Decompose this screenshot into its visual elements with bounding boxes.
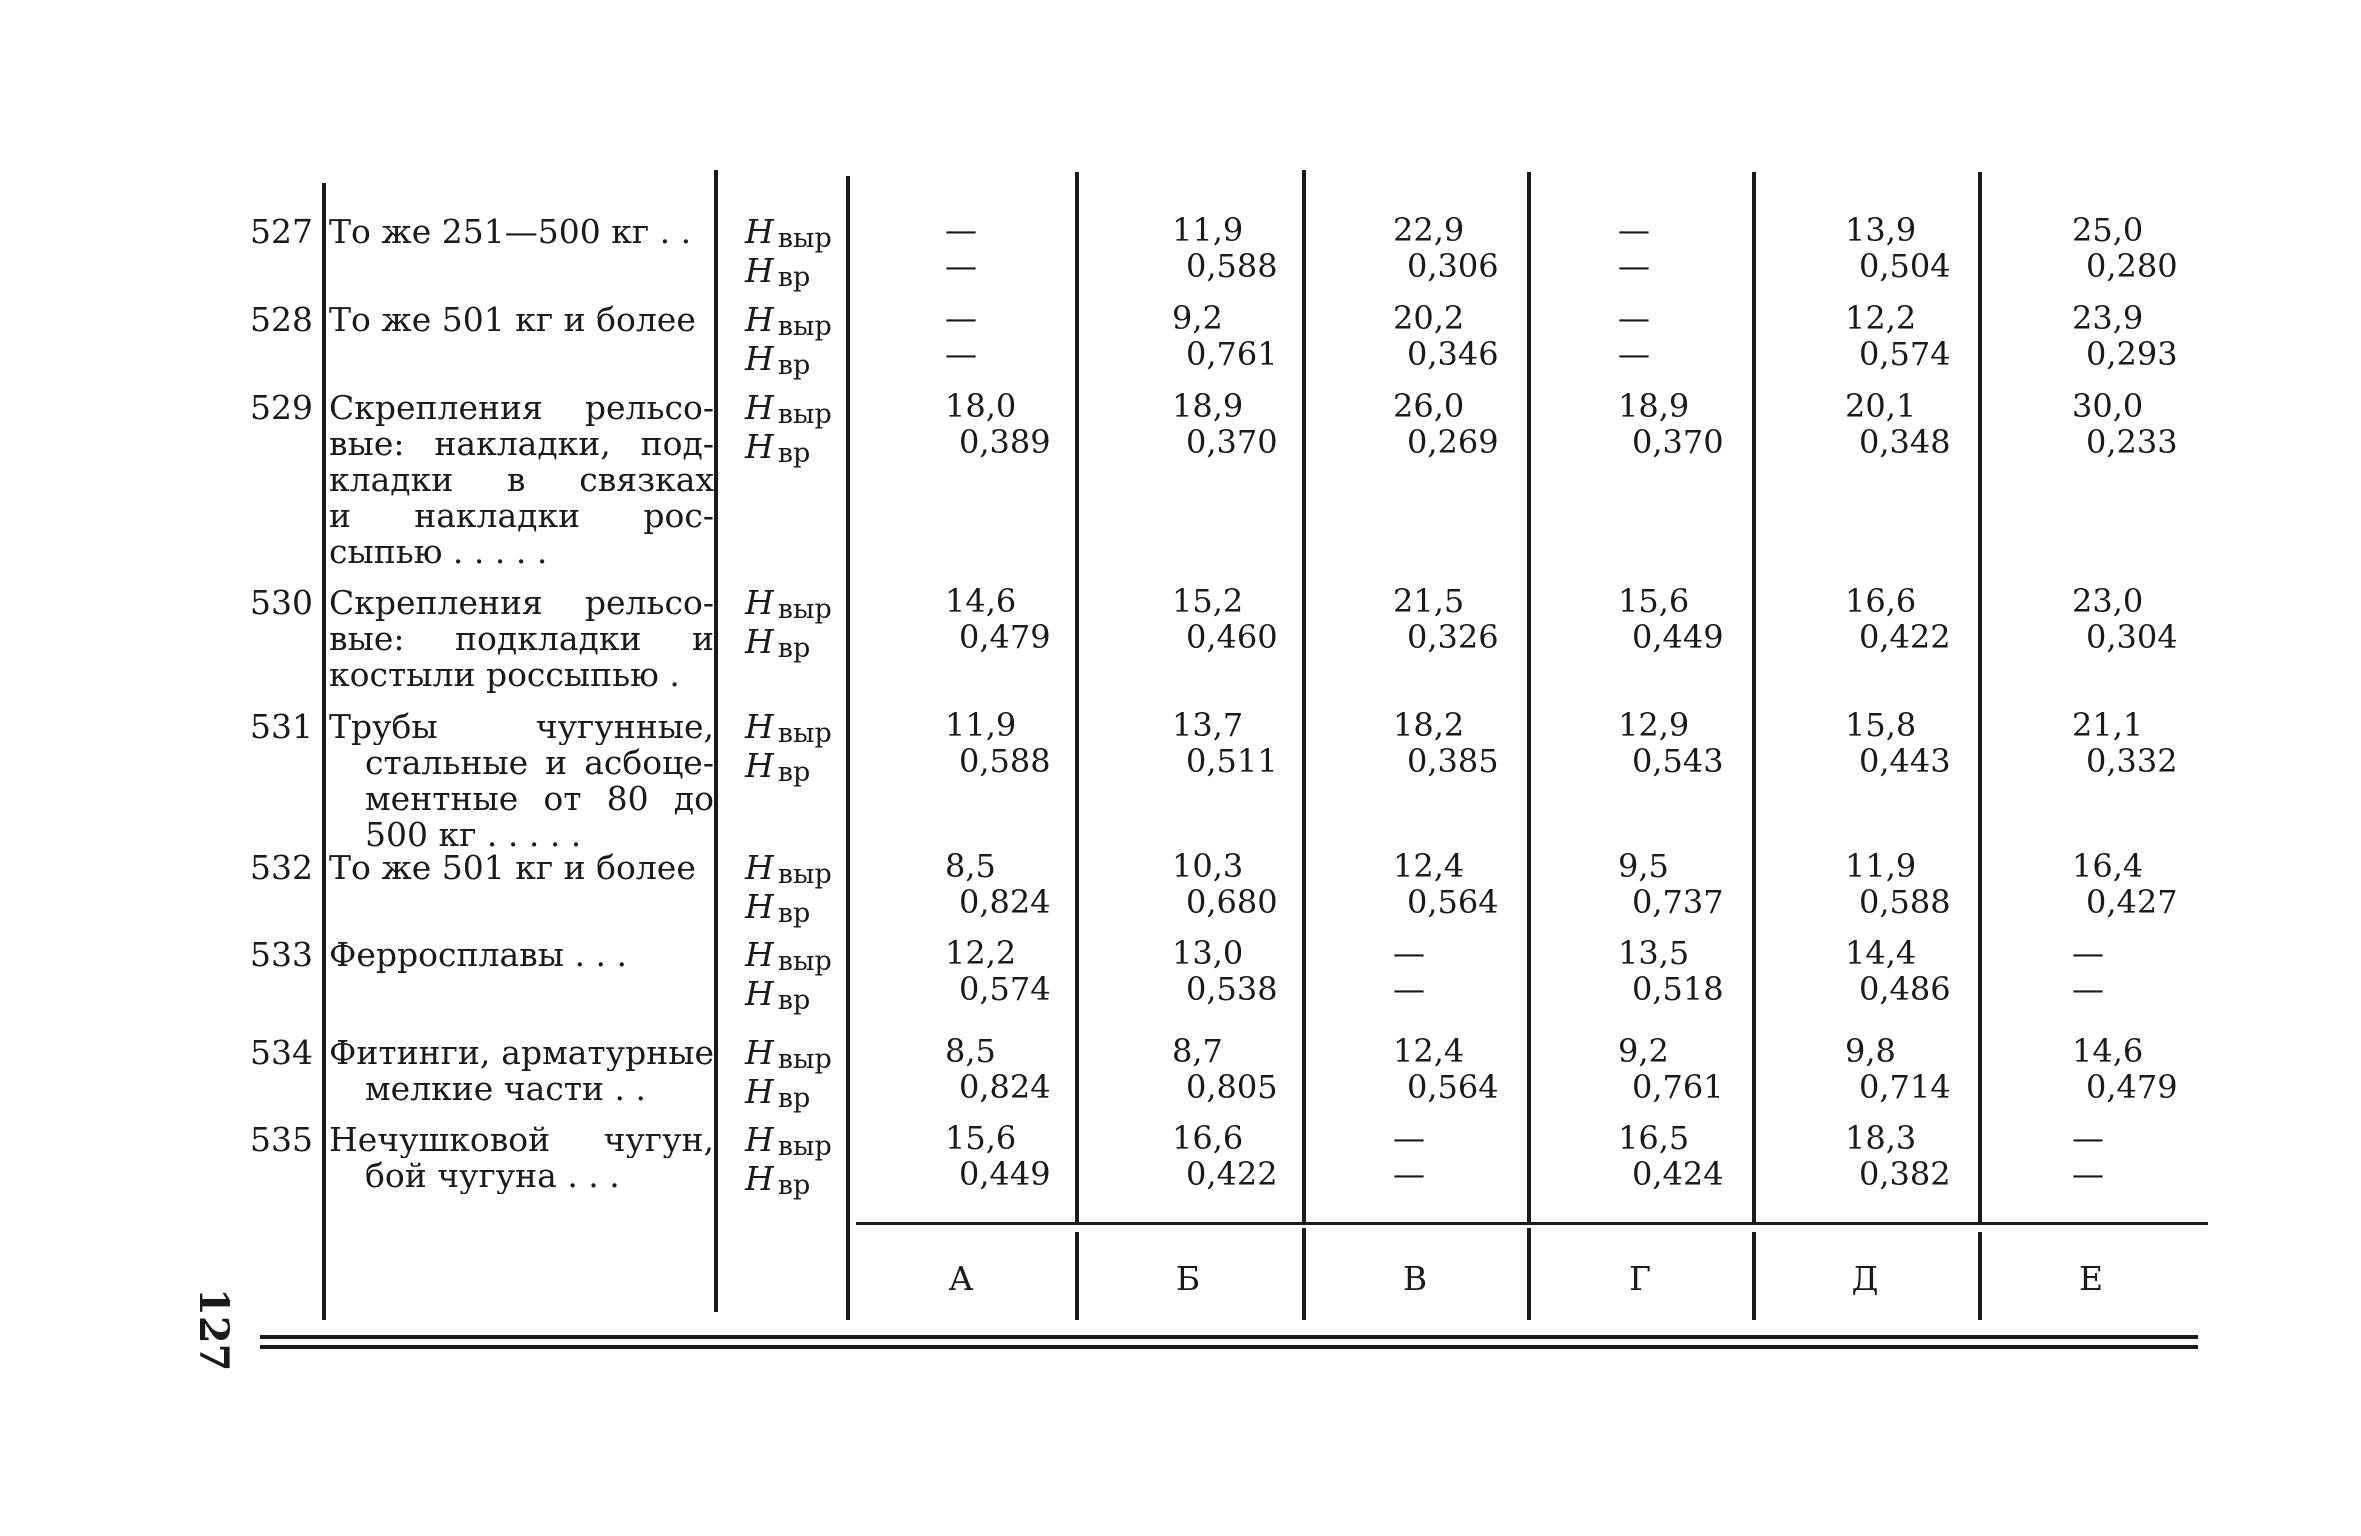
column-header-e: Е: [2078, 1259, 2104, 1298]
value-cell: [1845, 1120, 1951, 1192]
description-line: То же 251—500 кг . .: [329, 214, 692, 250]
label-time-subscript: вр: [777, 898, 811, 929]
label-output-subscript: выр: [777, 718, 832, 749]
value-time: 0,543: [1632, 742, 1724, 780]
value-time: 0,737: [1632, 883, 1724, 921]
value-cell: [2072, 583, 2178, 655]
value-output: 12,2: [1845, 299, 1917, 337]
label-output-subscript: выр: [777, 1044, 832, 1075]
value-cell: [2072, 935, 2104, 1007]
value-time: 0,511: [1186, 742, 1278, 780]
label-time-subscript: вр: [777, 438, 811, 469]
value-cell: [945, 848, 1051, 920]
value-cell: [1618, 388, 1724, 460]
value-time: 0,332: [2086, 742, 2178, 780]
value-cell: [1393, 1033, 1499, 1105]
value-cell: [1845, 388, 1951, 460]
value-time: 0,564: [1407, 1068, 1499, 1106]
value-time: 0,538: [1186, 970, 1278, 1008]
rule-left: [322, 183, 326, 1320]
value-output: 9,5: [1618, 847, 1669, 885]
value-time: —: [1393, 1155, 1425, 1193]
row-norm-labels: [745, 390, 832, 468]
label-time: [745, 1074, 832, 1113]
value-cell: [945, 300, 977, 372]
value-time: —: [2072, 970, 2104, 1008]
value-cell: [945, 707, 1051, 779]
value-cell: [1618, 212, 1650, 284]
rule-label-right: [846, 176, 850, 1320]
label-time: [745, 1161, 832, 1200]
description-line: вые: подкладки и: [329, 621, 714, 657]
label-time: [745, 341, 832, 380]
value-cell: [1618, 935, 1724, 1007]
row-norm-labels: [745, 937, 832, 1015]
value-time: 0,370: [1186, 423, 1278, 461]
label-output: [745, 850, 832, 889]
column-header-a: А: [948, 1259, 974, 1298]
label-output: [745, 390, 832, 429]
row-description: [329, 1122, 714, 1194]
value-cell: [1845, 1033, 1951, 1105]
value-cell: [945, 583, 1051, 655]
label-time: [745, 624, 832, 663]
label-output-subscript: выр: [777, 594, 832, 625]
value-time: 0,306: [1407, 247, 1499, 285]
label-output-symbol: Н: [745, 707, 774, 746]
value-cell: [1845, 707, 1951, 779]
value-time: 0,389: [959, 423, 1051, 461]
description-line: То же 501 кг и более: [329, 302, 696, 338]
description-line: ментные от 80 до: [365, 781, 714, 817]
value-time: 0,233: [2086, 423, 2178, 461]
value-output: 25,0: [2072, 211, 2144, 249]
value-cell: [2072, 388, 2178, 460]
value-time: 0,382: [1859, 1155, 1951, 1193]
value-output: 13,5: [1618, 934, 1690, 972]
description-line: стальные и асбоце-: [365, 745, 714, 781]
value-time: 0,504: [1859, 247, 1951, 285]
row-number: 533: [250, 935, 313, 974]
row-norm-labels: [745, 214, 832, 292]
value-time: 0,761: [1632, 1068, 1724, 1106]
row-description: [329, 585, 714, 693]
value-cell: [1393, 1120, 1425, 1192]
value-output: 18,2: [1393, 706, 1465, 744]
label-time: [745, 976, 832, 1015]
value-cell: [1172, 212, 1278, 284]
value-cell: [1618, 583, 1724, 655]
value-time: 0,680: [1186, 883, 1278, 921]
value-output: 30,0: [2072, 387, 2144, 425]
value-output: 12,9: [1618, 706, 1690, 744]
label-output: [745, 214, 832, 253]
value-output: 8,5: [945, 847, 996, 885]
label-time-subscript: вр: [777, 1170, 811, 1201]
value-cell: [2072, 212, 2178, 284]
label-time: [745, 748, 832, 787]
value-time: 0,304: [2086, 618, 2178, 656]
value-time: —: [945, 247, 977, 285]
label-output-symbol: Н: [745, 1033, 774, 1072]
label-time-symbol: Н: [745, 1159, 774, 1198]
row-number: 529: [250, 388, 313, 427]
row-norm-labels: [745, 1035, 832, 1113]
value-time: —: [1393, 970, 1425, 1008]
value-time: 0,422: [1859, 618, 1951, 656]
value-cell: [1618, 707, 1724, 779]
row-number: 532: [250, 848, 313, 887]
label-output-subscript: выр: [777, 399, 832, 430]
value-output: —: [945, 211, 977, 249]
row-description: [329, 709, 714, 853]
value-output: 15,2: [1172, 582, 1244, 620]
value-cell: [2072, 300, 2178, 372]
value-cell: [1618, 1120, 1724, 1192]
value-cell: [1393, 935, 1425, 1007]
row-description: [329, 1035, 714, 1107]
value-time: 0,588: [959, 742, 1051, 780]
value-cell: [945, 935, 1051, 1007]
value-time: —: [945, 335, 977, 373]
value-cell: [1618, 848, 1724, 920]
description-line: Ферросплавы . . .: [329, 937, 627, 973]
page-number: 127: [190, 1288, 237, 1372]
value-output: 16,6: [1845, 582, 1917, 620]
column-header-d: Д: [1851, 1259, 1879, 1298]
value-output: 23,0: [2072, 582, 2144, 620]
rule-col-g-d: [1752, 172, 1756, 1224]
label-time-subscript: вр: [777, 262, 811, 293]
value-output: —: [2072, 934, 2104, 972]
row-description: [329, 390, 714, 570]
value-output: 9,8: [1845, 1032, 1896, 1070]
value-cell: [1172, 583, 1278, 655]
value-output: 8,7: [1172, 1032, 1223, 1070]
value-output: 16,4: [2072, 847, 2144, 885]
value-cell: [1172, 1033, 1278, 1105]
rule-col-a-b: [1075, 172, 1079, 1224]
value-output: 15,6: [1618, 582, 1690, 620]
value-time: 0,449: [959, 1155, 1051, 1193]
label-output-subscript: выр: [777, 859, 832, 890]
value-time: 0,574: [1859, 335, 1951, 373]
label-time-symbol: Н: [745, 974, 774, 1013]
value-time: —: [2072, 1155, 2104, 1193]
row-norm-labels: [745, 302, 832, 380]
value-output: 22,9: [1393, 211, 1465, 249]
value-output: 14,6: [2072, 1032, 2144, 1070]
rule-desc-right: [714, 170, 718, 1312]
value-cell: [1845, 848, 1951, 920]
rule-bottom-2: [260, 1345, 2198, 1349]
label-time-symbol: Н: [745, 339, 774, 378]
label-time-subscript: вр: [777, 757, 811, 788]
value-output: —: [1618, 299, 1650, 337]
row-number: 531: [250, 707, 313, 746]
value-output: 16,6: [1172, 1119, 1244, 1157]
value-time: 0,293: [2086, 335, 2178, 373]
label-time-symbol: Н: [745, 887, 774, 926]
label-output: [745, 585, 832, 624]
description-line: костыли россыпью .: [329, 657, 680, 693]
value-cell: [1393, 707, 1499, 779]
description-line: Фитинги, арматурные: [329, 1035, 714, 1071]
label-time-symbol: Н: [745, 622, 774, 661]
value-cell: [945, 1033, 1051, 1105]
rule-header-top: [856, 1222, 2208, 1225]
row-norm-labels: [745, 1122, 832, 1200]
row-description: [329, 850, 714, 886]
value-output: 16,5: [1618, 1119, 1690, 1157]
label-output: [745, 709, 832, 748]
value-output: 23,9: [2072, 299, 2144, 337]
description-line: Трубы чугунные,: [329, 709, 714, 745]
label-output-symbol: Н: [745, 300, 774, 339]
value-output: 13,9: [1845, 211, 1917, 249]
label-time-subscript: вр: [777, 985, 811, 1016]
value-time: 0,518: [1632, 970, 1724, 1008]
value-cell: [1393, 848, 1499, 920]
value-output: 12,4: [1393, 847, 1465, 885]
label-output-symbol: Н: [745, 212, 774, 251]
description-line: То же 501 кг и более: [329, 850, 696, 886]
value-time: 0,370: [1632, 423, 1724, 461]
description-line: и накладки рос-: [329, 498, 714, 534]
value-cell: [1393, 583, 1499, 655]
value-time: 0,824: [959, 1068, 1051, 1106]
description-line: Скрепления рельсо-: [329, 585, 714, 621]
label-time-symbol: Н: [745, 427, 774, 466]
value-cell: [2072, 1033, 2178, 1105]
description-line: 500 кг . . . . .: [365, 817, 582, 853]
label-time: [745, 889, 832, 928]
row-number: 530: [250, 583, 313, 622]
value-time: 0,385: [1407, 742, 1499, 780]
row-description: [329, 214, 714, 250]
value-time: 0,326: [1407, 618, 1499, 656]
label-time-symbol: Н: [745, 1072, 774, 1111]
label-output-symbol: Н: [745, 1120, 774, 1159]
value-time: 0,443: [1859, 742, 1951, 780]
value-output: 21,5: [1393, 582, 1465, 620]
value-time: 0,424: [1632, 1155, 1724, 1193]
value-output: 15,8: [1845, 706, 1917, 744]
value-time: —: [1618, 247, 1650, 285]
value-cell: [945, 388, 1051, 460]
value-time: 0,479: [959, 618, 1051, 656]
rule-bottom-1: [260, 1335, 2198, 1339]
value-cell: [945, 212, 977, 284]
value-cell: [1618, 1033, 1724, 1105]
label-output: [745, 937, 832, 976]
value-output: —: [1618, 211, 1650, 249]
value-time: 0,460: [1186, 618, 1278, 656]
value-time: 0,486: [1859, 970, 1951, 1008]
label-output-subscript: выр: [777, 223, 832, 254]
label-output-subscript: выр: [777, 946, 832, 977]
value-output: —: [1393, 934, 1425, 972]
label-output: [745, 1035, 832, 1074]
value-output: 18,0: [945, 387, 1017, 425]
label-output-subscript: выр: [777, 311, 832, 342]
value-cell: [2072, 1120, 2104, 1192]
value-output: —: [1393, 1119, 1425, 1157]
value-output: 10,3: [1172, 847, 1244, 885]
value-output: 9,2: [1172, 299, 1223, 337]
value-time: 0,427: [2086, 883, 2178, 921]
label-time-subscript: вр: [777, 633, 811, 664]
description-line: сыпью . . . . .: [329, 534, 548, 570]
row-description: [329, 302, 714, 338]
value-output: 11,9: [1845, 847, 1917, 885]
value-cell: [1393, 212, 1499, 284]
label-time: [745, 429, 832, 468]
value-time: 0,588: [1859, 883, 1951, 921]
value-time: 0,269: [1407, 423, 1499, 461]
value-cell: [1172, 848, 1278, 920]
value-time: 0,280: [2086, 247, 2178, 285]
description-line: вые: накладки, под-: [329, 426, 714, 462]
value-time: —: [1618, 335, 1650, 373]
value-cell: [1845, 300, 1951, 372]
value-time: 0,422: [1186, 1155, 1278, 1193]
value-time: 0,449: [1632, 618, 1724, 656]
column-header-b: Б: [1175, 1259, 1201, 1298]
value-output: 20,1: [1845, 387, 1917, 425]
label-time-subscript: вр: [777, 1083, 811, 1114]
value-output: 9,2: [1618, 1032, 1669, 1070]
value-output: 18,9: [1618, 387, 1690, 425]
value-output: 21,1: [2072, 706, 2144, 744]
value-time: 0,714: [1859, 1068, 1951, 1106]
value-cell: [1845, 583, 1951, 655]
value-output: 18,3: [1845, 1119, 1917, 1157]
value-cell: [1172, 1120, 1278, 1192]
value-cell: [1845, 212, 1951, 284]
value-time: 0,761: [1186, 335, 1278, 373]
value-output: —: [945, 299, 977, 337]
value-output: 20,2: [1393, 299, 1465, 337]
row-norm-labels: [745, 585, 832, 663]
description-line: Нечушковой чугун,: [329, 1122, 714, 1158]
value-output: 14,4: [1845, 934, 1917, 972]
value-cell: [1393, 388, 1499, 460]
row-number: 527: [250, 212, 313, 251]
label-output-symbol: Н: [745, 583, 774, 622]
value-time: 0,588: [1186, 247, 1278, 285]
value-cell: [2072, 848, 2178, 920]
row-number: 528: [250, 300, 313, 339]
label-output-symbol: Н: [745, 388, 774, 427]
label-output-symbol: Н: [745, 935, 774, 974]
description-line: мелкие части . .: [365, 1071, 646, 1107]
row-norm-labels: [745, 709, 832, 787]
row-norm-labels: [745, 850, 832, 928]
value-cell: [1172, 935, 1278, 1007]
value-cell: [945, 1120, 1051, 1192]
label-time-subscript: вр: [777, 350, 811, 381]
rule-col-v-g: [1527, 172, 1531, 1224]
value-time: 0,574: [959, 970, 1051, 1008]
label-output-symbol: Н: [745, 848, 774, 887]
value-time: 0,346: [1407, 335, 1499, 373]
value-cell: [1845, 935, 1951, 1007]
label-time-symbol: Н: [745, 746, 774, 785]
value-cell: [1172, 707, 1278, 779]
description-line: Скрепления рельсо-: [329, 390, 714, 426]
rule-col-b-v: [1302, 170, 1306, 1224]
value-cell: [1393, 300, 1499, 372]
value-cell: [1172, 388, 1278, 460]
value-time: 0,348: [1859, 423, 1951, 461]
row-description: [329, 937, 714, 973]
column-header-g: Г: [1629, 1259, 1651, 1298]
value-output: 13,7: [1172, 706, 1244, 744]
value-output: 13,0: [1172, 934, 1244, 972]
description-line: бой чугуна . . .: [365, 1158, 620, 1194]
value-output: 11,9: [1172, 211, 1244, 249]
value-cell: [1172, 300, 1278, 372]
value-output: 12,4: [1393, 1032, 1465, 1070]
value-cell: [1618, 300, 1650, 372]
value-output: 14,6: [945, 582, 1017, 620]
value-time: 0,564: [1407, 883, 1499, 921]
label-output-subscript: выр: [777, 1131, 832, 1162]
column-header-v: В: [1402, 1259, 1428, 1298]
value-time: 0,479: [2086, 1068, 2178, 1106]
value-output: 8,5: [945, 1032, 996, 1070]
row-number: 534: [250, 1033, 313, 1072]
value-output: 11,9: [945, 706, 1017, 744]
label-time-symbol: Н: [745, 251, 774, 290]
label-output: [745, 302, 832, 341]
value-time: 0,805: [1186, 1068, 1278, 1106]
value-output: 15,6: [945, 1119, 1017, 1157]
label-output: [745, 1122, 832, 1161]
label-time: [745, 253, 832, 292]
rule-col-d-e: [1978, 172, 1982, 1224]
row-number: 535: [250, 1120, 313, 1159]
value-output: 18,9: [1172, 387, 1244, 425]
value-time: 0,824: [959, 883, 1051, 921]
value-output: 26,0: [1393, 387, 1465, 425]
value-cell: [2072, 707, 2178, 779]
value-output: —: [2072, 1119, 2104, 1157]
description-line: кладки в связках: [329, 462, 714, 498]
value-output: 12,2: [945, 934, 1017, 972]
